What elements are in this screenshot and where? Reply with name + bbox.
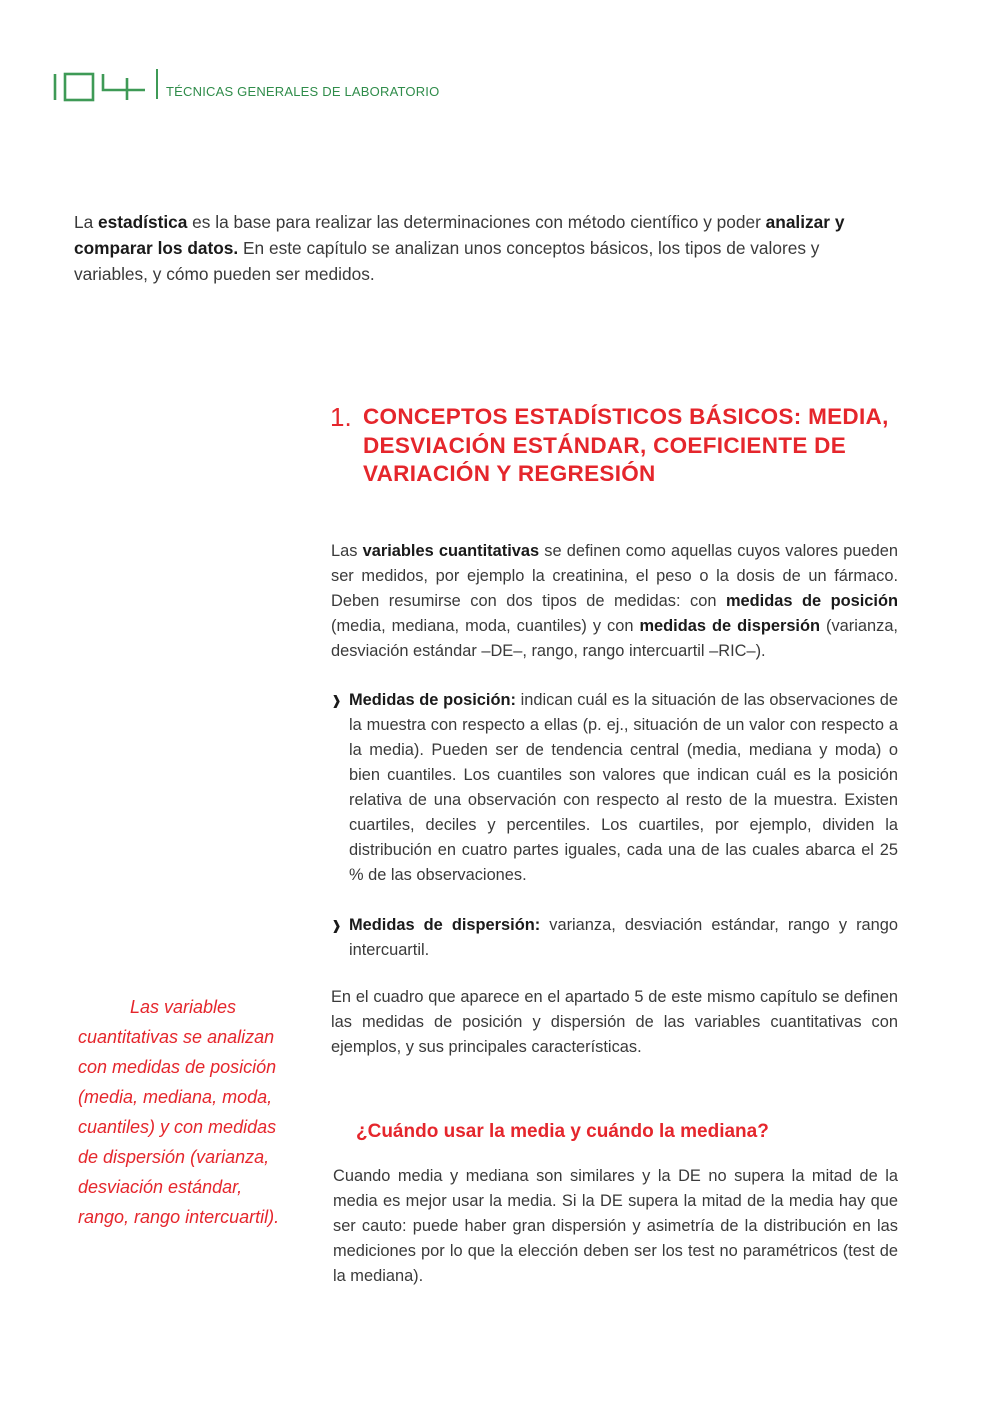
box-title: ¿Cuándo usar la media y cuándo la mediana? [356, 1121, 769, 1142]
body-text: (varianza, desviación estándar –DE–, rango, rango intercuartil –RIC–). [331, 617, 898, 660]
bullet-text: indican cuál es la situación de las observaciones de la muestra con respecto a ellas (p. ej., situación de un valor con respecto a la media). Pueden ser de tendencia central (media, mediana y moda) o bien cuantiles. Los cuantiles son valores que indican cuál es la posición relativa de una observación con respecto al resto de la muestra. Existen cuartiles, deciles y percentiles. Los cuartiles, por ejemplo, dividen la distribución en cuatro partes iguales, cada una de las cuales abarca el 25 % de las observaciones. [349, 691, 898, 884]
box-text: Cuando media y mediana son similares y la DE no supera la mitad de la media es mejor usar la media. Si la DE supera la mitad de la media hay que ser cauto: puede haber gran dispersión y asimetría de la distribución en las mediciones por lo que la elección deben ser los test no paramétricos (test de la mediana). [333, 1167, 898, 1285]
intro-bold-text: estadística [98, 212, 188, 232]
intro-paragraph [74, 209, 894, 287]
body-text: se definen como aquellas cuyos valores pueden ser medidos, por ejemplo la creatinina, el peso o la dosis de un fármaco. Deben resumirse con dos tipos de medidas: con [331, 542, 898, 610]
body-text: (media, mediana, moda, cuantiles) y con [331, 617, 640, 635]
body-bold-text: medidas de posición [725, 592, 898, 610]
bullet-chevron-icon: ❱ [331, 693, 342, 708]
bullet-label: Medidas de dispersión: [349, 916, 541, 934]
bullet-label: Medidas de posición: [349, 691, 516, 709]
list-item [331, 913, 898, 963]
bullet-text: varianza, desviación estándar, rango y rango intercuartil. [349, 916, 899, 959]
intro-text: La [74, 212, 99, 232]
margin-note: Las variables cuantitativas se analizan con medidas de posición (media, mediana, moda, cuantiles) y con medidas de dispersión (varianza, desviación estándar, rango, rango intercuartil). [78, 997, 280, 1227]
bullet-list [331, 688, 898, 988]
bullet-chevron-icon: ❱ [331, 918, 342, 933]
page-header [52, 62, 439, 102]
paragraph-cuadro: En el cuadro que aparece en el apartado 5 de este mismo capítulo se definen las medidas de posición y dispersión de las variables cuantitativas con ejemplos, y sus principales características. [331, 988, 898, 1056]
list-item [331, 688, 898, 888]
section-heading [330, 403, 910, 489]
page-number [52, 62, 150, 102]
paragraph-variables [331, 539, 898, 664]
intro-bold-text: analizar y comparar los datos. [74, 212, 845, 258]
body-bold-text: medidas de dispersión [639, 617, 821, 635]
intro-text: es la base para realizar las determinaciones con método científico y poder [187, 212, 766, 232]
page-number-graphic [52, 72, 150, 102]
running-title: TÉCNICAS GENERALES DE LABORATORIO [166, 84, 440, 99]
header-divider [156, 69, 158, 99]
body-bold-text: variables cuantitativas [362, 542, 540, 560]
body-text: Las [331, 542, 363, 560]
section-title: CONCEPTOS ESTADÍSTICOS BÁSICOS: MEDIA, DESVIACIÓN ESTÁNDAR, COEFICIENTE DE VARIACIÓN Y REGRESIÓN [363, 404, 889, 486]
section-number: 1. [330, 402, 352, 432]
intro-text: En este capítulo se analizan unos conceptos básicos, los tipos de valores y variables, y cómo pueden ser medidos. [74, 238, 820, 284]
